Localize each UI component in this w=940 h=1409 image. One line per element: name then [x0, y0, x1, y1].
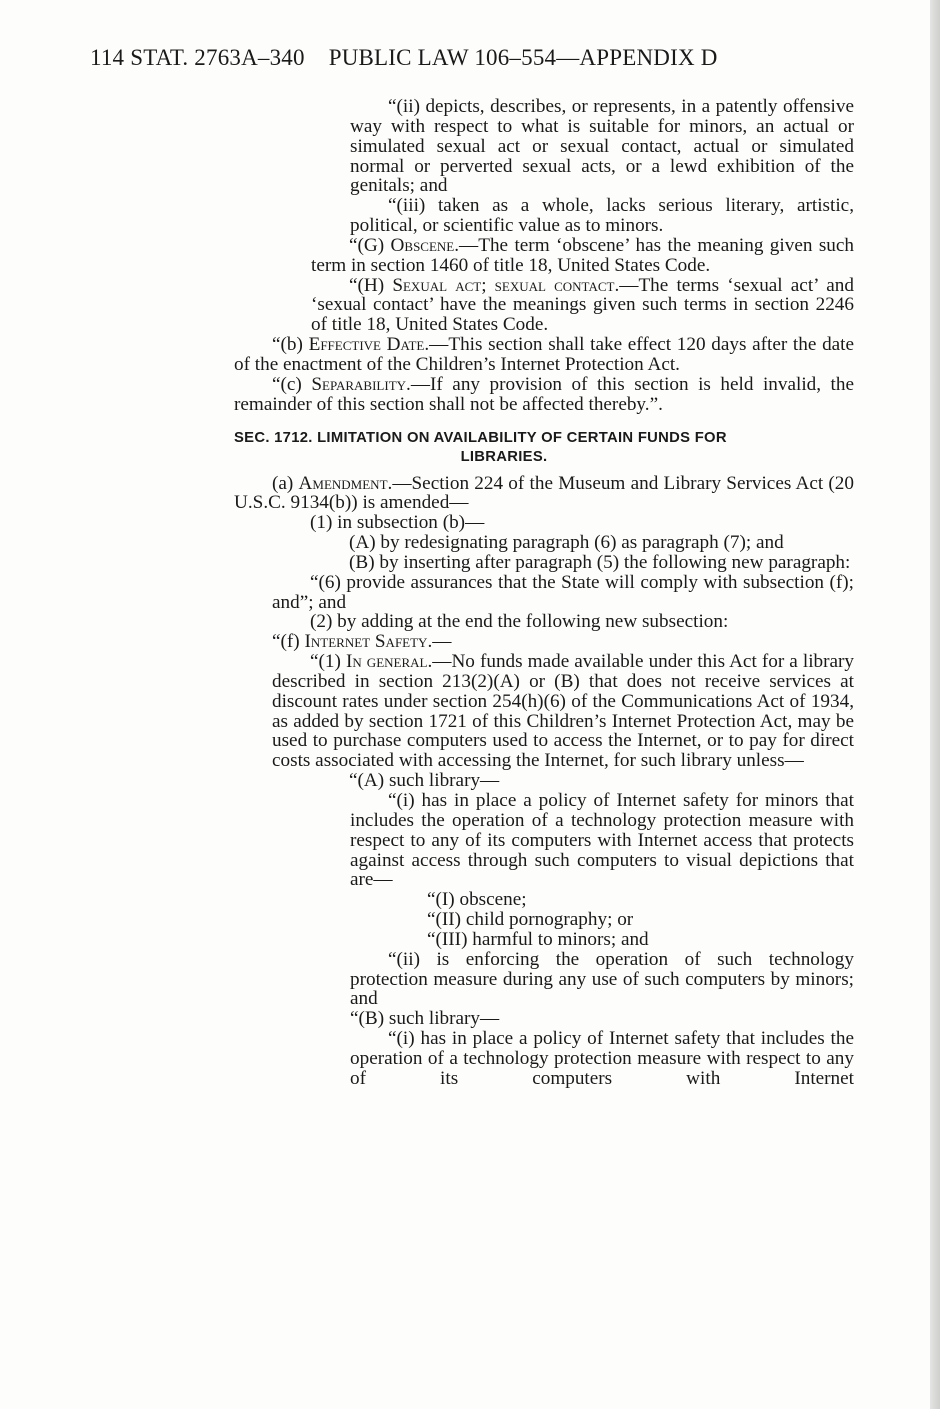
- statute-text: [0, 97, 940, 1089]
- subsection-b-heading: Effective Date: [308, 334, 425, 356]
- subsection-f-heading: Internet Safety: [304, 631, 428, 653]
- subparagraph-a-clause-ii: “(ii) is enforcing the operation of such technology protection measure during any use of such computers by minors; and: [350, 948, 854, 1010]
- subsection-a-heading: Amendment: [298, 472, 388, 494]
- clause-iii: “(iii) taken as a whole, lacks serious literary, artistic, political, or scientific value as to minors.: [350, 195, 854, 237]
- paragraph-h: [311, 276, 854, 336]
- page-edge-shadow: [930, 0, 940, 1409]
- paragraph-h-heading: Sexual act; sexual contact: [392, 274, 615, 296]
- section-heading-line2: LIBRARIES.: [460, 448, 548, 465]
- paragraph-g-prefix: “(G): [349, 234, 391, 256]
- subsection-c-text: .—If any provision of this section is held invalid, the remainder of this section shall not be affected thereby.”.: [234, 373, 854, 415]
- section-heading-line1: SEC. 1712. LIMITATION ON AVAILABILITY OF CERTAIN FUNDS FOR: [234, 429, 727, 446]
- running-header: [90, 45, 718, 71]
- paragraph-g: [311, 236, 854, 276]
- subsection-a-prefix: (a): [272, 472, 299, 494]
- subclause-iii: “(III) harmful to minors; and: [427, 928, 649, 950]
- subparagraph-a-clause-i: “(i) has in place a policy of Internet safety for minors that includes the operation of a technology protection measure with respect to any of its computers with Internet access that protects against access through such computers to visual depictions that are—: [350, 790, 854, 891]
- subsection-f-text: .—: [427, 631, 452, 653]
- subparagraph-b-clause-i: “(i) has in place a policy of Internet safety that includes the operation of a technology protection measure with respect to any of its computers with Internet: [350, 1028, 854, 1089]
- amendment-paragraph-2: (2) by adding at the end the following new subsection:: [310, 611, 729, 633]
- subsection-c: [234, 375, 854, 415]
- subsection-a-text: .—Section 224 of the Museum and Library Services Act (20 U.S.C. 9134(b)) is amended—: [234, 472, 854, 514]
- paragraph-h-prefix: “(H): [349, 274, 393, 296]
- section-heading: [234, 429, 854, 467]
- in-general-prefix: “(1): [310, 651, 346, 673]
- subsection-b-text: .—This section shall take effect 120 days after the date of the enactment of the Children’s Internet Protection Act.: [234, 334, 855, 375]
- clause-ii: “(ii) depicts, describes, or represents, in a patently offensive way with respect to what is suitable for minors, an actual or simulated sexual act or sexual contact, actual or simulated normal or perverted sexual acts, or a lewd exhibition of the genitals; and: [350, 96, 854, 197]
- in-general-text: .—No funds made available under this Act for a library described in section 213(2)(A) or (B) that does not receive services at discount rates under section 254(h)(6) of the Communications Act of 1934, as added by section 1721 of this Children’s Internet Protection Act, may be used to purchase computers used to access the Internet, or to pay for direct costs associated with accessing the Internet, for such library unless—: [272, 651, 855, 772]
- amendment-subparagraph-a: (A) by redesignating paragraph (6) as paragraph (7); and: [349, 532, 784, 554]
- subsection-f-prefix: “(f): [272, 631, 305, 653]
- statute-citation: 114 STAT. 2763A–340: [90, 45, 305, 70]
- paragraph-in-general: [272, 652, 854, 771]
- paragraph-g-text: .—The term ‘obscene’ has the meaning given such term in section 1460 of title 18, United States Code.: [311, 234, 854, 276]
- subsection-b-prefix: “(b): [272, 334, 309, 356]
- subclause-ii: “(II) child pornography; or: [427, 909, 634, 931]
- subclause-i: “(I) obscene;: [427, 889, 527, 911]
- paragraph-h-text: .—The terms ‘sexual act’ and ‘sexual contact’ have the meanings given such terms in section 2246 of title 18, United States Code.: [311, 274, 854, 336]
- subsection-b: [234, 335, 854, 375]
- subsection-c-heading: Separability: [311, 373, 407, 395]
- subsection-c-prefix: “(c): [272, 373, 312, 395]
- subparagraph-a: “(A) such library—: [349, 770, 500, 792]
- amendment-paragraph-1: (1) in subsection (b)—: [310, 512, 485, 534]
- header-title: PUBLIC LAW 106–554—APPENDIX D: [328, 45, 718, 70]
- subsection-f: [272, 632, 854, 652]
- paragraph-g-heading: Obscene: [390, 234, 455, 256]
- inserted-paragraph-6: “(6) provide assurances that the State will comply with subsection (f); and”; and: [272, 571, 854, 613]
- in-general-heading: In general: [345, 651, 428, 673]
- amendment-subparagraph-b: (B) by inserting after paragraph (5) the following new paragraph:: [349, 551, 851, 573]
- subsection-a: [234, 474, 854, 514]
- subparagraph-b: “(B) such library—: [350, 1008, 500, 1030]
